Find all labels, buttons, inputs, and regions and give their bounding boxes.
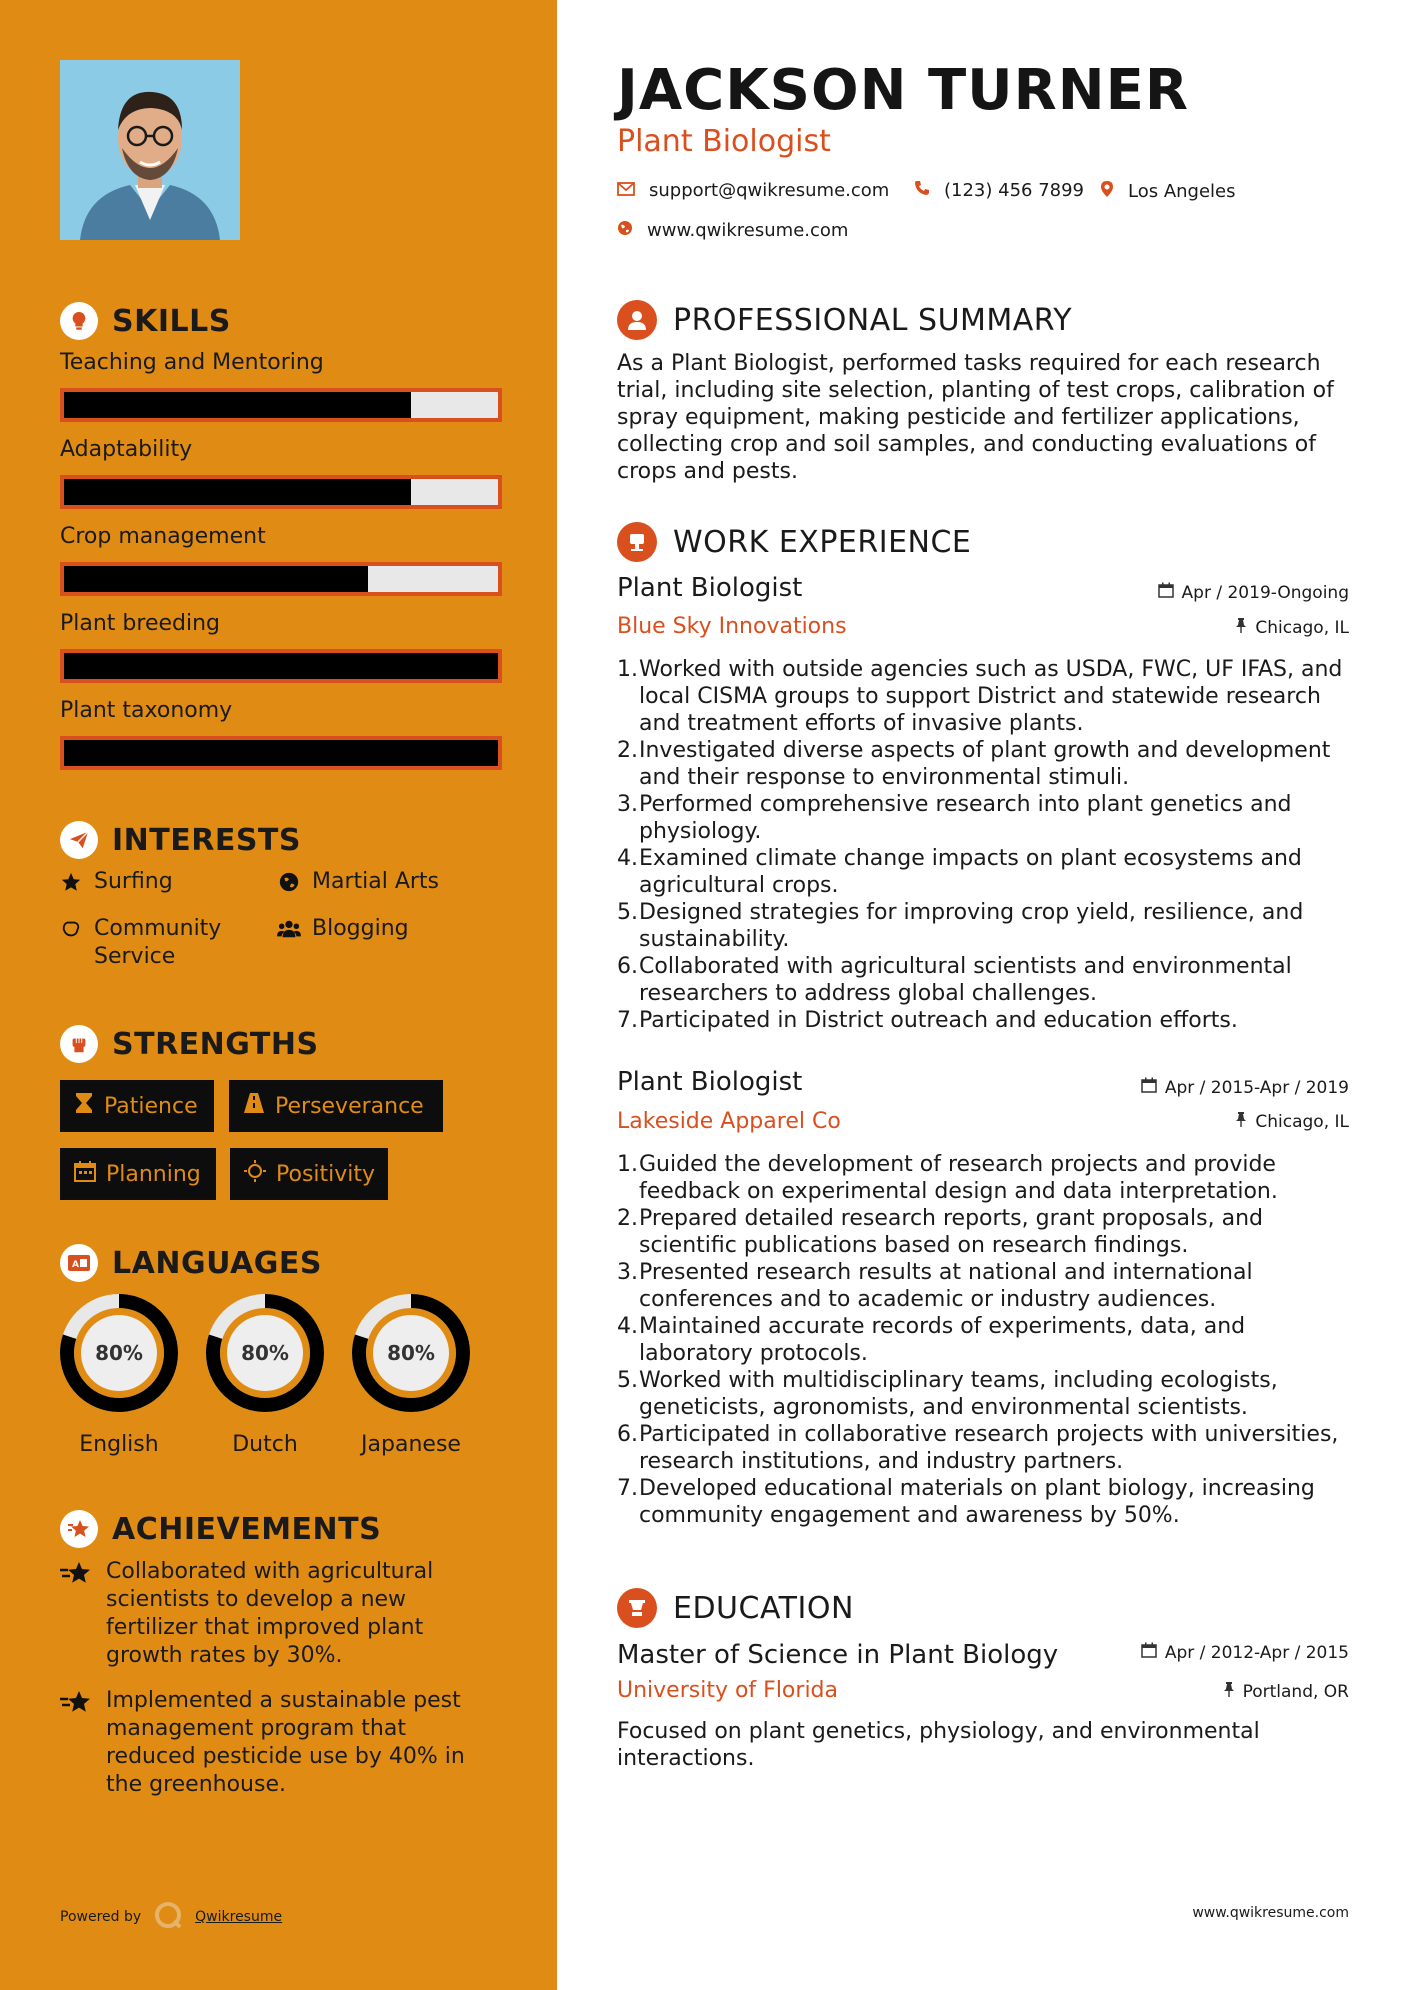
contact-location: Los Angeles [1100, 180, 1236, 203]
degree-title: Master of Science in Plant Biology [617, 1640, 1059, 1670]
contact-website: www.qwikresume.com [617, 220, 848, 241]
qwikresume-link[interactable]: Qwikresume [195, 1909, 283, 1925]
skills-heading: SKILLS [60, 302, 231, 340]
skill-bar-fill [64, 653, 498, 679]
strengths-heading: STRENGTHS [60, 1025, 319, 1063]
achievement-item: Collaborated with agricultural scientists to develop a new fertilizer that improved plant growth rates by 30%. [60, 1558, 490, 1670]
duty-item: 6. Participated in collaborative research projects with universities, research institutions, and industry partners. [617, 1422, 1339, 1474]
language-item [204, 1292, 326, 1457]
skill-item [60, 524, 502, 596]
duty-item: 7. Participated in District outreach and education efforts. [617, 1008, 1238, 1033]
job-location: Chicago, IL [1235, 1111, 1349, 1132]
job-company: Lakeside Apparel Co [617, 1109, 841, 1134]
candidate-name: JACKSON TURNER [617, 58, 1190, 123]
user-icon [617, 300, 657, 340]
qwikresume-logo-icon [153, 1900, 183, 1934]
language-icon [60, 1244, 98, 1282]
job-company: Blue Sky Innovations [617, 614, 847, 639]
powered-by: Powered by Qwikresume [60, 1900, 282, 1934]
job-dates: Apr / 2015-Apr / 2019 [1141, 1077, 1349, 1098]
education-heading: EDUCATION [617, 1588, 854, 1628]
strength-badge: Perseverance [229, 1080, 443, 1132]
language-ring [204, 1292, 326, 1414]
strength-badge: Patience [60, 1080, 214, 1132]
duty-item: 5. Designed strategies for improving crop yield, resilience, and sustainability. [617, 900, 1304, 952]
language-item [350, 1292, 472, 1457]
skill-label: Adaptability [60, 437, 193, 462]
envelope-icon [617, 180, 635, 201]
contact-phone: (123) 456 7899 [914, 180, 1084, 201]
pin-icon [1223, 1681, 1235, 1702]
language-name: English [79, 1432, 159, 1457]
duty-item: 2. Investigated diverse aspects of plant growth and development and their response to environmental stimuli. [617, 738, 1331, 790]
calendar-icon [74, 1160, 96, 1188]
skill-bar [60, 736, 502, 770]
interest-item: Community Service [58, 915, 244, 971]
duty-item: 3. Presented research results at national and international conferences and to academic or industry audiences. [617, 1260, 1253, 1312]
strength-badge: Positivity [230, 1148, 388, 1200]
globe-icon [617, 220, 633, 241]
interest-item: Martial Arts [276, 868, 439, 896]
sidebar [0, 0, 557, 1990]
star-badge-icon [60, 1510, 98, 1548]
interest-item: Surfing [58, 868, 173, 896]
pin-icon [1235, 1111, 1247, 1132]
job-title: Plant Biologist [617, 573, 803, 603]
skill-bar [60, 475, 502, 509]
duty-item: 4. Examined climate change impacts on plant ecosystems and agricultural crops. [617, 846, 1302, 898]
skill-bar-fill [64, 479, 411, 505]
fist-icon [60, 1025, 98, 1063]
phone-icon [914, 180, 930, 201]
job-dates: Apr / 2019-Ongoing [1158, 582, 1349, 603]
footer-url[interactable]: www.qwikresume.com [1192, 1905, 1349, 1921]
language-percent: 80% [95, 1341, 143, 1365]
strength-badge: Planning [60, 1148, 216, 1200]
skill-item [60, 611, 502, 683]
calendar-icon [1141, 1642, 1157, 1663]
star-badge-icon [60, 1687, 94, 1799]
sun-icon [244, 1160, 266, 1188]
map-marker-icon [1100, 180, 1114, 203]
briefcase-icon [617, 522, 657, 562]
skill-bar [60, 649, 502, 683]
road-icon [243, 1092, 265, 1120]
experience-heading: WORK EXPERIENCE [617, 522, 971, 562]
skill-label: Teaching and Mentoring [60, 350, 324, 375]
skill-bar-fill [64, 392, 411, 418]
hourglass-icon [74, 1092, 94, 1120]
profile-photo [60, 60, 240, 240]
calendar-icon [1158, 582, 1174, 603]
skill-bar [60, 562, 502, 596]
language-name: Dutch [232, 1432, 298, 1457]
star-icon [58, 868, 84, 896]
duty-item: 6. Collaborated with agricultural scientists and environmental researchers to address global challenges. [617, 954, 1292, 1006]
interests-heading: INTERESTS [60, 821, 301, 859]
skill-label: Plant breeding [60, 611, 221, 636]
skill-bar-fill [64, 740, 498, 766]
paper-plane-icon [60, 821, 98, 859]
job-title: Plant Biologist [617, 1067, 803, 1097]
school-name: University of Florida [617, 1678, 838, 1703]
contact-email: support@qwikresume.com [617, 180, 889, 201]
interest-item: Blogging [276, 915, 409, 943]
job-duties [617, 656, 1347, 1034]
skill-bar [60, 388, 502, 422]
language-item [58, 1292, 180, 1457]
duty-item: 1. Guided the development of research projects and provide feedback on experimental design and data interpretation. [617, 1152, 1278, 1204]
language-ring [350, 1292, 472, 1414]
summary-text: As a Plant Biologist, performed tasks required for each research trial, including site selection, planting of test crops, calibration of spray equipment, making pesticide and fertilizer applications, collecting crop and soil samples, and conducting evaluations of crops and pests. [617, 351, 1334, 484]
calendar-icon [1141, 1077, 1157, 1098]
svg-text:A: A [72, 1260, 79, 1270]
duty-item: 2. Prepared detailed research reports, grant proposals, and scientific publications based on research findings. [617, 1206, 1263, 1258]
skill-bar-fill [64, 566, 368, 592]
duty-item: 5. Worked with multidisciplinary teams, including ecologists, geneticists, agronomists, and environmental scientists. [617, 1368, 1278, 1420]
duty-item: 7. Developed educational materials on plant biology, increasing community engagement and awareness by 50%. [617, 1476, 1315, 1528]
graduation-icon [617, 1588, 657, 1628]
users-icon [276, 915, 302, 943]
education-description: Focused on plant genetics, physiology, and environmental interactions. [617, 1719, 1260, 1771]
job-duties [617, 1151, 1347, 1529]
languages-heading: A LANGUAGES [60, 1244, 322, 1282]
candidate-role: Plant Biologist [617, 124, 831, 159]
hand-icon [58, 915, 84, 943]
language-percent: 80% [387, 1341, 435, 1365]
star-badge-icon [60, 1558, 94, 1670]
skill-item [60, 350, 502, 422]
globe-icon [276, 868, 302, 896]
language-ring [58, 1292, 180, 1414]
skill-label: Crop management [60, 524, 266, 549]
achievements-heading: ACHIEVEMENTS [60, 1510, 381, 1548]
summary-heading: PROFESSIONAL SUMMARY [617, 300, 1072, 340]
skill-label: Plant taxonomy [60, 698, 233, 723]
lightbulb-icon [60, 302, 98, 340]
duty-item: 3. Performed comprehensive research into plant genetics and physiology. [617, 792, 1292, 844]
language-percent: 80% [241, 1341, 289, 1365]
education-dates: Apr / 2012-Apr / 2015 [1141, 1642, 1349, 1663]
job-location: Chicago, IL [1235, 617, 1349, 638]
skill-item [60, 437, 502, 509]
duty-item: 1. Worked with outside agencies such as USDA, FWC, UF IFAS, and local CISMA groups to support District and statewide research and treatment efforts of invasive plants. [617, 657, 1343, 736]
achievement-item: Implemented a sustainable pest management program that reduced pesticide use by 40% in the greenhouse. [60, 1687, 490, 1799]
duty-item: 4. Maintained accurate records of experiments, data, and laboratory protocols. [617, 1314, 1246, 1366]
language-name: Japanese [361, 1432, 461, 1457]
pin-icon [1235, 617, 1247, 638]
skill-item [60, 698, 502, 770]
education-location: Portland, OR [1223, 1681, 1349, 1702]
